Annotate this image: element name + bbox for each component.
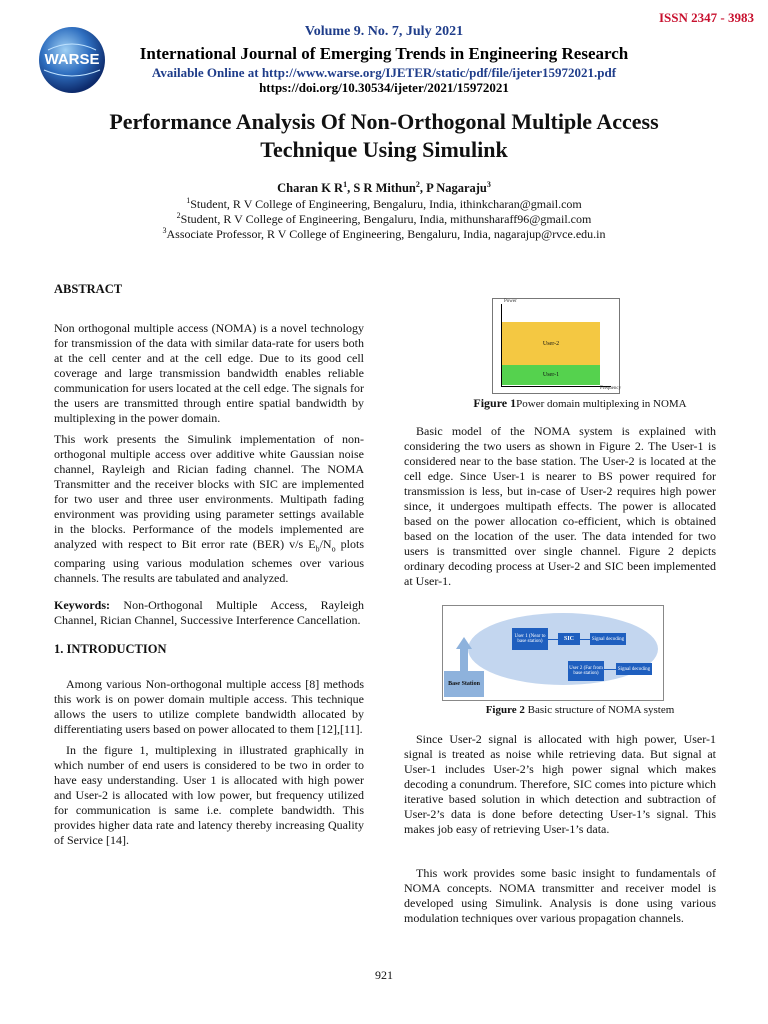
logo-text: WARSE — [44, 51, 100, 68]
abstract-heading: ABSTRACT — [54, 282, 123, 296]
affiliation-1: $^1$Student, R V College of Engineering, Bengaluru, India, ithinkcharan@gmail.com — [186, 196, 582, 211]
journal-title: International Journal of Emerging Trends in Engineering Research — [139, 44, 629, 63]
introduction-heading: 1. INTRODUCTION — [54, 642, 167, 657]
user-1-block: User 1 (Near to base station) — [512, 628, 548, 650]
right-column-paragraph-3: This work provides some basic insight to fundamentals of NOMA concepts. NOMA transmitter and receiver model is developed using Simulink. Analysis is done using various modulation techniques over various propagation channels. — [404, 866, 716, 925]
introduction-paragraph-1: Among various Non-orthogonal multiple access [8] methods this work is on power domain multiple access. This technique allows the users to utilize complete bandwidth allocated by differentiating users based on power allocated to them [12],[11]. — [54, 677, 364, 737]
frequency-axis — [501, 386, 611, 387]
user-1-power-block: User-1 — [502, 365, 600, 385]
figure-2-noma-structure-diagram — [442, 605, 664, 701]
figure-1-power-domain-diagram — [492, 298, 620, 394]
available-online-link[interactable]: Available Online at http://www.warse.org/IJETER/static/pdf/file/ijeter15972021.pdf — [151, 65, 617, 80]
power-axis-label: Power — [504, 299, 517, 304]
connector-line — [604, 669, 616, 670]
connector-line — [580, 639, 590, 640]
user-2-block: User 2 (Far from base station) — [568, 661, 604, 681]
abstract-paragraph-1: Non orthogonal multiple access (NOMA) is a novel technology for transmission of the data with similar data-rate for users both at the cell center and at the cell edge. Due to its good cell coverage and large transmission bandwidth enables reliable communication for users located at the cell edge. The signals for the users are transmitted through entire spatial bandwidth by multiplexing in the power domain. — [54, 321, 365, 425]
arrow-shaft — [460, 649, 468, 671]
up-arrow-icon — [456, 637, 472, 649]
doi-link[interactable]: https://doi.org/10.30534/ijeter/2021/15972021 — [259, 80, 509, 95]
volume-issue: Volume 9. No. 7, July 2021 — [304, 24, 464, 39]
user-2-power-block: User-2 — [502, 322, 600, 365]
sic-block: SIC — [558, 633, 580, 645]
figure-1-caption: Figure 1Power domain multiplexing in NOMA — [473, 396, 687, 410]
right-column-paragraph-2: Since User-2 signal is allocated with high power, User-1 signal is treated as noise while retrieving data. But signal at User-1 includes User-2’s high power signal which makes decoding a conundrum. Therefore, SIC comes into picture which iterative based solution in which detection and subtraction of User-2’s data is done before detecting User-1’s signal. This makes job easy of retrieving User-1’s data. — [404, 732, 716, 836]
affiliation-3: $^3$Associate Professor, R V College of Engineering, Bengaluru, India, nagarajup@rvce.edu.in — [162, 226, 606, 241]
right-column-paragraph-1: Basic model of the NOMA system is explained with considering the two users as shown in Figure 2. The User-1 is considered near to the base station. The User-2 is located at the cell edge. Since User-1 is nearer to BS power required for transmission is less, but in-case of User-2 requires high power since, it undergoes multipath effects. The power is allocated based on the power allocation co-efficient, which is obtained based on the location of the user. The data intended for two users is transmitted over single channel. Figure 2 depicts ordinary decoding process at User-2 and SIC been implemented at User-1. — [404, 424, 716, 588]
frequency-axis-label: Frequency — [600, 386, 622, 391]
figure-2-caption: Figure 2 Basic structure of NOMA system — [485, 704, 675, 716]
issn: ISSN 2347 - 3983 — [659, 10, 754, 25]
page-number: 921 — [375, 968, 393, 982]
keywords: Keywords: Non-Orthogonal Multiple Access, Rayleigh Channel, Rician Channel, Successive Interference Cancellation. — [54, 598, 364, 628]
author-list: Charan K $R^1$, S R Mithun$^2$, P Nagaraju$^3$ — [277, 180, 491, 196]
signal-decoding-block-2: Signal decoding — [616, 663, 652, 675]
base-station-block: Base Station — [444, 671, 484, 697]
signal-decoding-block-1: Signal decoding — [590, 633, 626, 645]
connector-line — [548, 639, 558, 640]
affiliation-2: $^2$Student, R V College of Engineering, Bengaluru, India, mithunsharaff96@gmail.com — [176, 211, 592, 226]
left-column — [54, 282, 364, 848]
abstract-paragraph-2: This work presents the Simulink implementation of non-orthogonal multiple access over additive white Gaussian noise channel, Rayleigh and Rician fading channel. The NOMA Transmitter and the receiver blocks with SIC are implemented for two user and three user environments. Multipath fading environment was providing using parameter settings available in the blocks. Performance of the models implemented are analyzed with respect to Bit error rate (BER) v/s $E_b/N_o$ plots comparing using various modulation schemes over various channels. The results are tabulated and analyzed. — [54, 432, 365, 586]
paper-title: Performance Analysis Of Non-Orthogonal Multiple Access Technique Using Simulink — [109, 109, 659, 162]
introduction-paragraph-2: In the figure 1, multiplexing in illustrated graphically in which number of end users is considered to be two in order to have easy understanding. User 1 is allocated with high power and User-2 is allocated with low power, but frequency utilized for communication is same i.e. complete bandwidth. This provides higher data rate and latency thereby increasing Quality of Service [14]. — [54, 743, 364, 848]
